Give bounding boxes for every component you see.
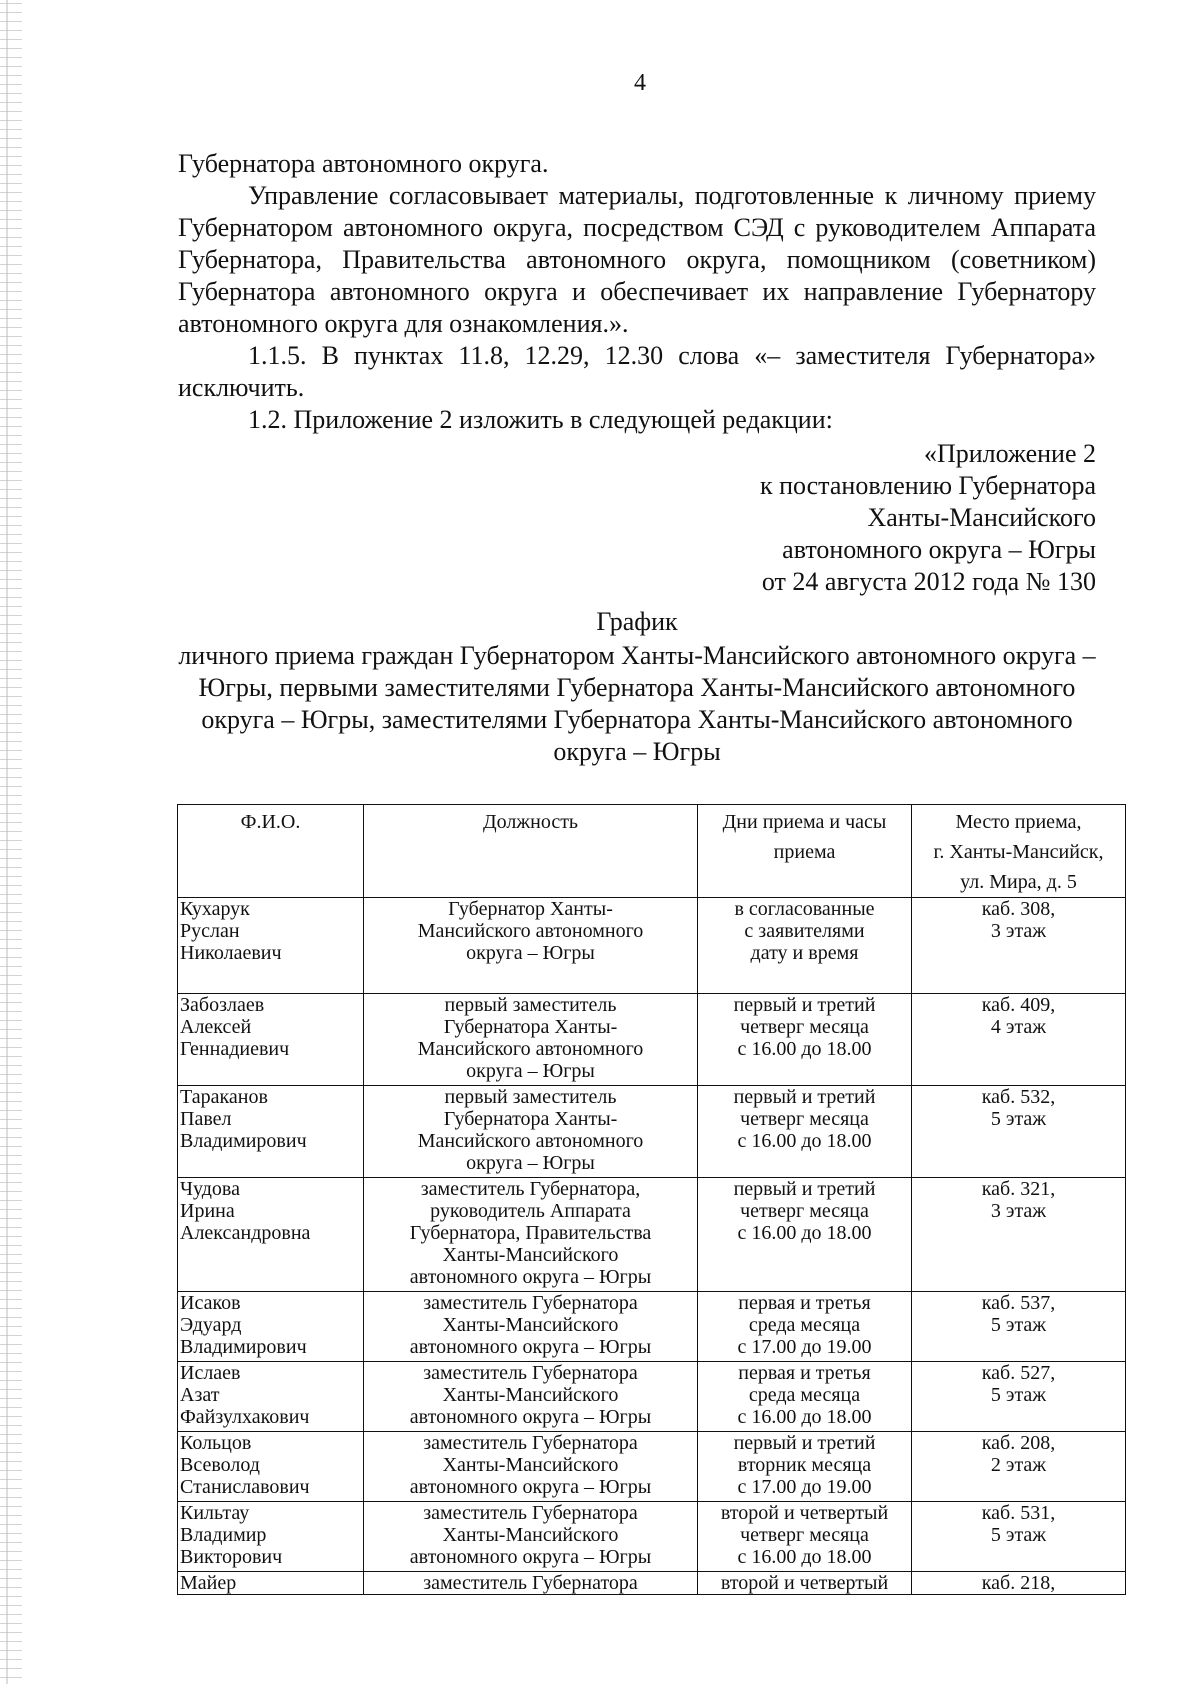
appendix-header	[760, 438, 1096, 598]
cell-position: заместитель Губернатора, руководитель Аппарата Губернатора, Правительства Ханты-Мансийского автономного округа – Югры	[364, 1178, 698, 1292]
schedule-subtitle: личного приема граждан Губернатором Ханты-Мансийского автономного округа – Югры, первыми заместителями Губернатора Ханты-Мансийского автономного округа – Югры, заместителями Губернатора Ханты-Мансийского автономного округа – Югры	[178, 641, 1096, 766]
appendix-line: «Приложение 2	[923, 439, 1096, 468]
cell-position: первый заместитель Губернатора Ханты- Мансийского автономного округа – Югры	[364, 994, 698, 1086]
cell-days: первая и третья среда месяца с 17.00 до 19.00	[698, 1292, 912, 1362]
cell-days: первый и третий четверг месяца с 16.00 до 18.00	[698, 1086, 912, 1178]
scan-edge	[0, 0, 22, 1684]
appendix-line: автономного округа – Югры	[782, 535, 1096, 564]
cell-fio: Кольцов Всеволод Станиславович	[178, 1432, 364, 1502]
cell-place: каб. 532, 5 этаж	[912, 1086, 1126, 1178]
cell-position: заместитель Губернатора Ханты-Мансийского автономного округа – Югры	[364, 1432, 698, 1502]
cell-position: заместитель Губернатора Ханты-Мансийского автономного округа – Югры	[364, 1292, 698, 1362]
cell-days: второй и четвертый четверг месяца с 16.00 до 18.00	[698, 1502, 912, 1572]
cell-position: заместитель Губернатора	[364, 1572, 698, 1595]
cell-days: второй и четвертый	[698, 1572, 912, 1595]
table-row	[178, 1362, 1126, 1432]
cell-place: каб. 321, 3 этаж	[912, 1178, 1126, 1292]
cell-fio: Ислаев Азат Файзулхакович	[178, 1362, 364, 1432]
header-fio: Ф.И.О.	[178, 805, 364, 898]
schedule-title: График	[596, 607, 678, 636]
cell-days: первый и третий вторник месяца с 17.00 до 19.00	[698, 1432, 912, 1502]
appendix-line: к постановлению Губернатора	[759, 471, 1096, 500]
table-row	[178, 1086, 1126, 1178]
cell-days: первая и третья среда месяца с 16.00 до 18.00	[698, 1362, 912, 1432]
table-row	[178, 1292, 1126, 1362]
table-row	[178, 994, 1126, 1086]
table-row	[178, 1178, 1126, 1292]
body-text	[178, 148, 1096, 436]
paragraph-continuation: Губернатора автономного округа.	[178, 149, 549, 178]
cell-position: Губернатор Ханты- Мансийского автономного округа – Югры	[364, 898, 698, 994]
cell-fio: Майер	[178, 1572, 364, 1595]
paragraph-item-1-2: 1.2. Приложение 2 изложить в следующей редакции:	[248, 405, 833, 434]
appendix-line: от 24 августа 2012 года № 130	[761, 567, 1096, 596]
cell-fio: Тараканов Павел Владимирович	[178, 1086, 364, 1178]
cell-position: первый заместитель Губернатора Ханты- Мансийского автономного округа – Югры	[364, 1086, 698, 1178]
cell-position: заместитель Губернатора Ханты-Мансийского автономного округа – Югры	[364, 1502, 698, 1572]
cell-fio: Кухарук Руслан Николаевич	[178, 898, 364, 994]
cell-position: заместитель Губернатора Ханты-Мансийского автономного округа – Югры	[364, 1362, 698, 1432]
cell-fio: Чудова Ирина Александровна	[178, 1178, 364, 1292]
cell-place: каб. 537, 5 этаж	[912, 1292, 1126, 1362]
page-number: 4	[634, 70, 646, 96]
table-row	[178, 898, 1126, 994]
appendix-line: Ханты-Мансийского	[867, 503, 1096, 532]
header-place: Место приема, г. Ханты-Мансийск, ул. Мира, д. 5	[912, 805, 1126, 898]
cell-fio: Исаков Эдуард Владимирович	[178, 1292, 364, 1362]
table-row	[178, 1572, 1126, 1595]
cell-days: первый и третий четверг месяца с 16.00 до 18.00	[698, 994, 912, 1086]
cell-place: каб. 308, 3 этаж	[912, 898, 1126, 994]
table-row	[178, 1432, 1126, 1502]
table-row	[178, 1502, 1126, 1572]
cell-days: в согласованные с заявителями дату и время	[698, 898, 912, 994]
cell-place: каб. 527, 5 этаж	[912, 1362, 1126, 1432]
cell-place: каб. 531, 5 этаж	[912, 1502, 1126, 1572]
cell-place: каб. 218,	[912, 1572, 1126, 1595]
header-position: Должность	[364, 805, 698, 898]
table-header-row	[178, 805, 1126, 898]
paragraph-item-1-1-5: 1.1.5. В пунктах 11.8, 12.29, 12.30 слова «– заместителя Губернатора» исключить.	[178, 341, 1096, 402]
cell-place: каб. 409, 4 этаж	[912, 994, 1126, 1086]
paragraph-management: Управление согласовывает материалы, подготовленные к личному приему Губернатором автономного округа, посредством СЭД с руководителем Аппарата Губернатора, Правительства автономного округа, помощником (советником) Губернатора автономного округа и обеспечивает их направление Губернатору автономного округа для ознакомления.».	[178, 181, 1096, 338]
cell-days: первый и третий четверг месяца с 16.00 до 18.00	[698, 1178, 912, 1292]
cell-place: каб. 208, 2 этаж	[912, 1432, 1126, 1502]
header-days: Дни приема и часы приема	[698, 805, 912, 898]
schedule-table	[177, 804, 1126, 1595]
cell-fio: Забозлаев Алексей Геннадиевич	[178, 994, 364, 1086]
cell-fio: Кильтау Владимир Викторович	[178, 1502, 364, 1572]
